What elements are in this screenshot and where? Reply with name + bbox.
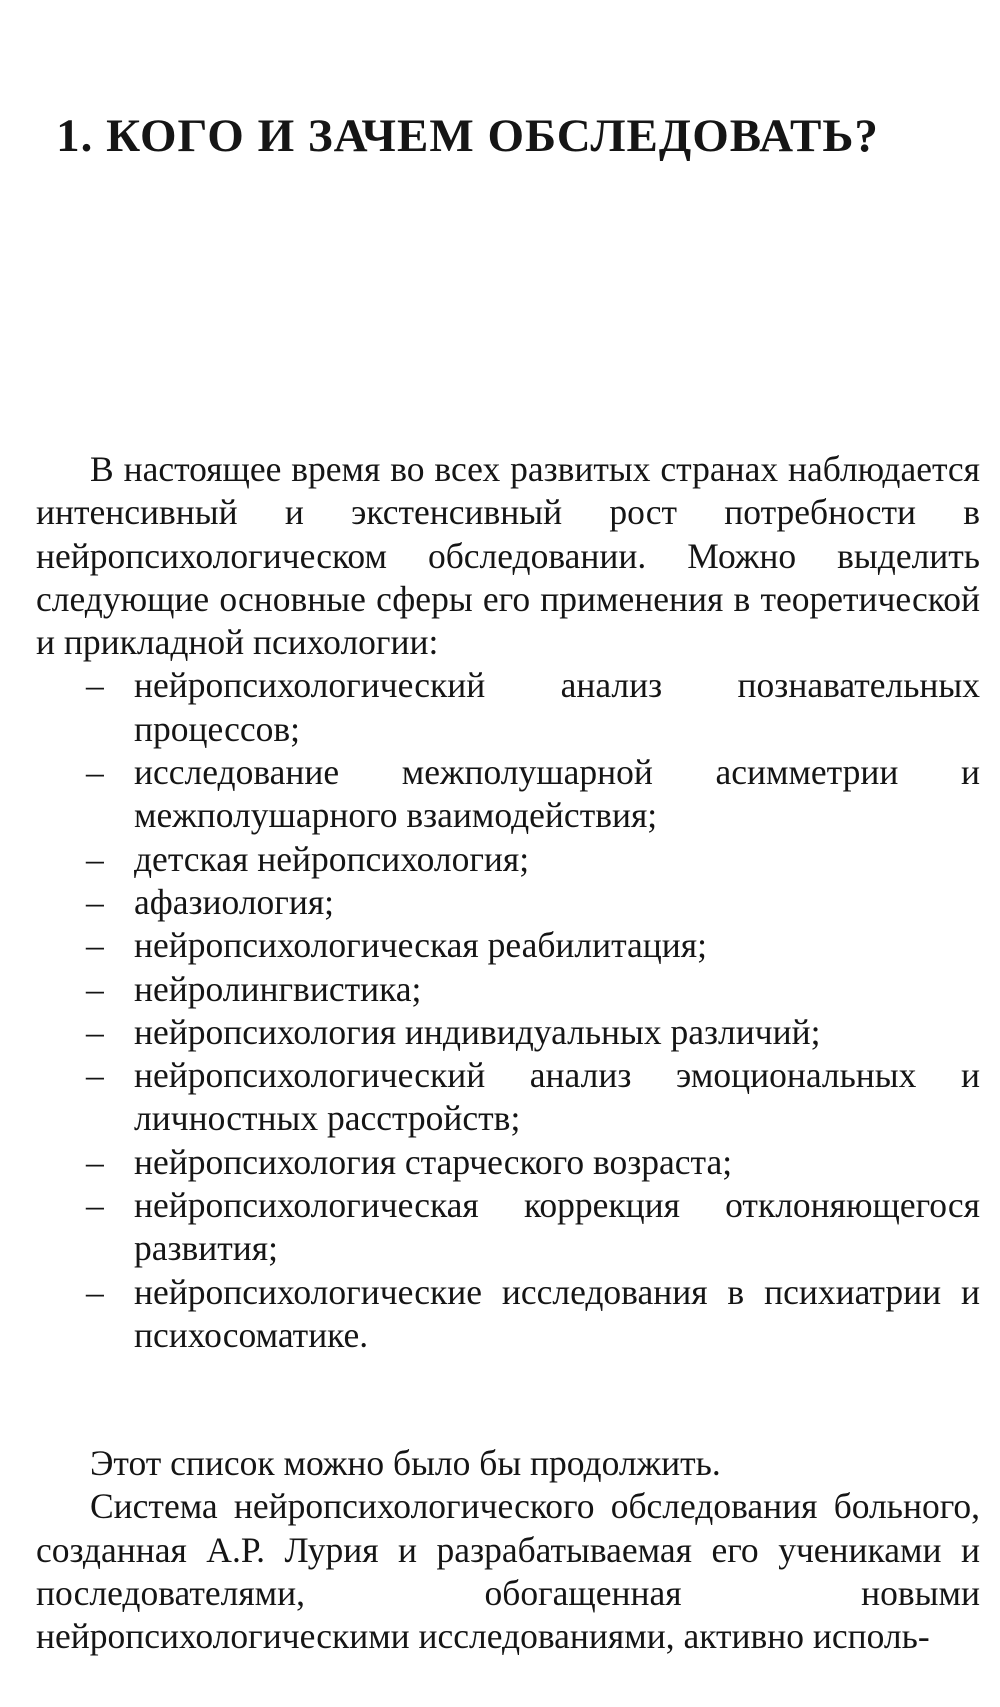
list-dash: –: [86, 968, 104, 1009]
list-item-text: афазиология;: [134, 881, 335, 922]
list-dash: –: [86, 1185, 104, 1226]
list-item: [36, 1011, 980, 1054]
list-dash: –: [86, 752, 104, 793]
list-item: [36, 924, 980, 967]
list-dash: –: [86, 838, 104, 879]
list-item-text: нейропсихологический анализ эмоциональных и личностных расстройств;: [134, 1055, 980, 1139]
list-item-text: нейропсихологический анализ познавательных процессов;: [134, 665, 980, 749]
closing-paragraph: Система нейропсихологического обследования больного, созданная А.Р. Лурия и разрабатываемая его учениками и последователями, обогащенная новыми нейропсихологическими исследованиями, активно исполь-: [36, 1486, 980, 1657]
list-item-text: детская нейропсихология;: [134, 838, 530, 879]
list-dash: –: [86, 925, 104, 966]
list-item-text: нейропсихология индивидуальных различий;: [134, 1011, 821, 1052]
chapter-title: 1. КОГО И ЗАЧЕМ ОБСЛЕДОВАТЬ?: [56, 110, 879, 162]
list-item-text: нейролингвистика;: [134, 968, 422, 1009]
closing-paragraph: Этот список можно было бы продолжить.: [90, 1443, 721, 1483]
list-dash: –: [86, 881, 104, 922]
list-item: [36, 1141, 980, 1184]
list-item-text: исследование межполушарной асимметрии и межполушарного взаимодействия;: [134, 752, 980, 836]
list-item: [36, 1054, 980, 1141]
list-item: [36, 1271, 980, 1358]
closing-section: [36, 1442, 980, 1658]
list-dash: –: [86, 1271, 104, 1312]
list-dash: –: [86, 1011, 104, 1052]
list-item: [36, 968, 980, 1011]
list-item: [36, 838, 980, 881]
list-item-text: нейропсихология старческого возраста;: [134, 1141, 733, 1182]
list-item: [36, 881, 980, 924]
list-item: [36, 1184, 980, 1271]
list-item-text: нейропсихологическая коррекция отклоняющегося развития;: [134, 1185, 980, 1269]
list-dash: –: [86, 665, 104, 706]
list-item-text: нейропсихологические исследования в психиатрии и психосоматике.: [134, 1271, 980, 1355]
application-areas-list: [36, 664, 980, 1357]
list-item: [36, 751, 980, 838]
intro-section: [36, 448, 980, 1357]
list-item-text: нейропсихологическая реабилитация;: [134, 925, 707, 966]
list-dash: –: [86, 1141, 104, 1182]
intro-paragraph: В настоящее время во всех развитых странах наблюдается интенсивный и экстенсивный рост потребности в нейропсихологическом обследовании. Можно выделить следующие основные сферы его применения в теоретической и прикладной психологии:: [36, 449, 980, 663]
list-item: [36, 664, 980, 751]
list-dash: –: [86, 1055, 104, 1096]
